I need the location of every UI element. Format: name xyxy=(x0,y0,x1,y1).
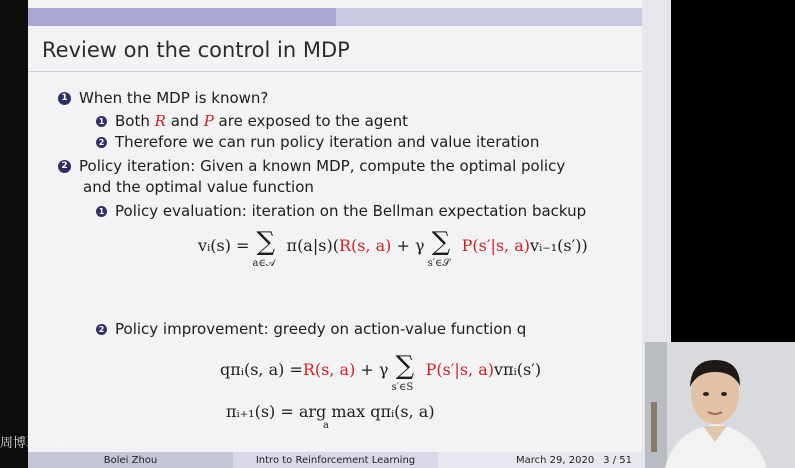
eq-tail: vπᵢ(s′) xyxy=(493,360,542,379)
footer-page-number: 3 / 51 xyxy=(603,454,632,466)
q-function-equation xyxy=(220,350,542,393)
eq-transition-term: P(s′|s, a) xyxy=(425,360,494,379)
sub-item-text: Therefore we can run policy iteration and value iteration xyxy=(115,133,540,151)
sum-symbol: ∑ s′∈S xyxy=(391,350,415,393)
footer-author: Bolei Zhou xyxy=(28,452,233,468)
sub-item-text: Policy evaluation: iteration on the Bellman expectation backup xyxy=(115,202,587,220)
eq-greedy: πᵢ₊₁(s) = arg max qπᵢ(s, a) xyxy=(226,402,435,421)
left-black-strip xyxy=(0,0,28,468)
sub-item-text: are exposed to the agent xyxy=(213,112,408,130)
bullet-number-icon: 1 xyxy=(58,92,71,105)
bullet-number-icon: 2 xyxy=(58,160,71,173)
sub-item-text: Policy improvement: greedy on action-value function q xyxy=(115,320,527,338)
list-item-2 xyxy=(58,157,565,175)
list-item-2-continuation: and the optimal value function xyxy=(83,178,314,196)
sub-item-text: and xyxy=(165,112,204,130)
symbol-P: P xyxy=(203,112,214,130)
sum-subscript: s′∈𝒮 xyxy=(427,257,451,269)
bullet-number-icon: 2 xyxy=(96,137,107,148)
eq-reward-term: R(s, a) xyxy=(302,360,356,379)
top-nav-segment-left xyxy=(28,8,336,26)
footer-right xyxy=(438,452,642,468)
slide-footer xyxy=(28,452,642,468)
top-nav-segment-right xyxy=(336,8,642,26)
eq-reward-term: R(s, a) xyxy=(338,236,392,255)
bullet-number-icon: 1 xyxy=(96,116,107,127)
eq-lhs: qπᵢ(s, a) = xyxy=(220,360,303,379)
sum-symbol: ∑ a∈𝒜 xyxy=(252,226,276,269)
eq-lhs: vᵢ(s) = xyxy=(198,236,250,255)
footer-course: Intro to Reinforcement Learning xyxy=(233,452,438,468)
bullet-number-icon: 2 xyxy=(96,324,107,335)
sub-item-1-1 xyxy=(96,112,408,130)
slide xyxy=(28,0,671,468)
video-watermark: 周博磊 bilibili xyxy=(0,436,82,451)
list-item-1 xyxy=(58,89,268,107)
webcam-video-overlay xyxy=(645,342,795,468)
argmax-subscript: a xyxy=(323,420,329,431)
slide-top-nav-bar xyxy=(28,8,642,26)
sum-subscript: a∈𝒜 xyxy=(252,257,276,269)
list-item-text: When the MDP is known? xyxy=(79,89,269,107)
symbol-R: R xyxy=(154,112,166,130)
eq-gamma: + γ xyxy=(360,360,389,379)
bullet-number-icon: 1 xyxy=(96,206,107,217)
eq-policy-term: π(a|s)( xyxy=(286,236,339,255)
sub-item-2-1 xyxy=(96,202,586,220)
eq-transition-term: P(s′|s, a) xyxy=(461,236,531,255)
eq-tail: vᵢ₋₁(s′)) xyxy=(530,236,588,255)
footer-date: March 29, 2020 xyxy=(516,454,595,466)
sum-subscript: s′∈S xyxy=(391,381,414,393)
list-item-text: Policy iteration: Given a known MDP, compute the optimal policy xyxy=(79,157,566,175)
greedy-policy-equation xyxy=(226,402,435,431)
sub-item-text: Both xyxy=(115,112,155,130)
slide-title: Review on the control in MDP xyxy=(42,38,350,62)
sum-symbol: ∑ s′∈𝒮 xyxy=(427,226,451,269)
sub-item-2-2 xyxy=(96,320,526,338)
sub-item-1-2 xyxy=(96,133,539,151)
presenter-image xyxy=(645,342,795,468)
eq-gamma: + γ xyxy=(396,236,425,255)
bellman-expectation-equation xyxy=(198,226,588,269)
title-separator xyxy=(28,71,642,72)
